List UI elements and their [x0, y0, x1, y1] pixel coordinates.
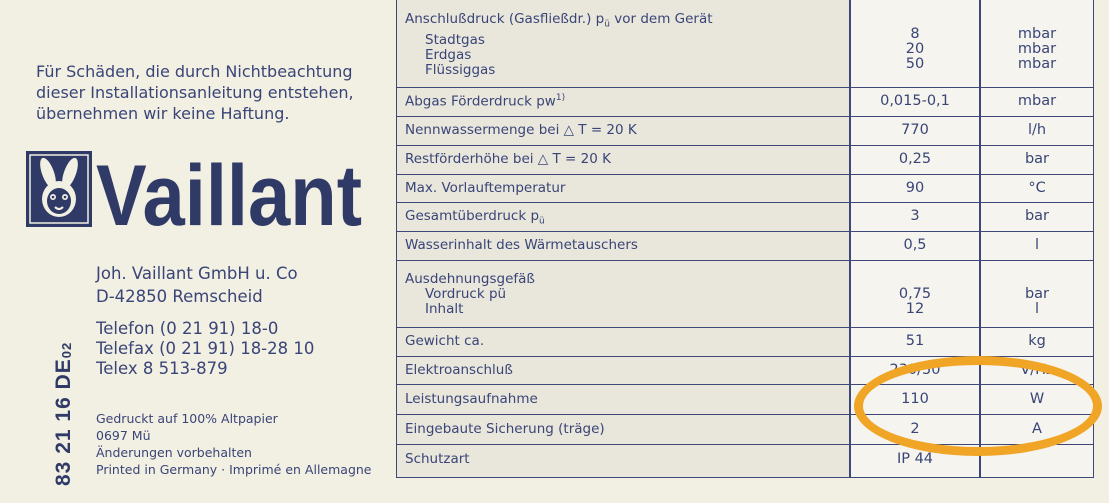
table-row — [397, 384, 1093, 415]
row-value: 51 — [905, 333, 925, 349]
row-label: Nennwassermenge bei △ T = 20 K — [405, 122, 637, 138]
row-label: Ausdehnungsgefäß Vordruck pü Inhalt — [405, 271, 535, 317]
company-address: D-42850 Remscheid — [96, 287, 263, 306]
row-label: Leistungsaufnahme — [405, 391, 538, 407]
row-unit: A — [1032, 421, 1042, 437]
print-info-line: 0697 Mü — [96, 428, 151, 443]
phone-number: Telefon (0 21 91) 18-0 — [96, 319, 279, 338]
liability-disclaimer — [36, 61, 376, 124]
row-value: 770 — [901, 122, 929, 138]
row-unit: l/h — [1027, 122, 1047, 138]
row-units: bar l — [1024, 286, 1050, 317]
row-value: 2 — [910, 421, 920, 437]
table-row — [397, 202, 1093, 232]
row-label: Gewicht ca. — [405, 333, 485, 349]
fax-number: Telefax (0 21 91) 18-28 10 — [96, 339, 315, 358]
row-value: IP 44 — [896, 451, 934, 467]
row-unit: bar — [1024, 151, 1050, 167]
row-unit: mbar — [1017, 93, 1057, 109]
row-value: 0,5 — [903, 237, 927, 253]
row-value: 3 — [910, 208, 920, 224]
table-row — [397, 260, 1093, 328]
document-number-suffix: 02 — [59, 341, 74, 359]
table-row — [397, 414, 1093, 445]
row-value: 230/50 — [889, 362, 941, 378]
row-value: 110 — [901, 391, 929, 407]
row-label: Restförderhöhe bei △ T = 20 K — [405, 151, 611, 167]
table-row — [397, 231, 1093, 261]
row-label: Max. Vorlauftemperatur — [405, 180, 566, 196]
row-label: Gesamtüberdruck $p_ü$ — [405, 208, 545, 227]
print-info-line: Änderungen vorbehalten — [96, 445, 252, 460]
print-info — [96, 410, 372, 478]
row-label: Eingebaute Sicherung (träge) — [405, 421, 605, 437]
table-row — [397, 444, 1093, 478]
row-label: Abgas Förderdruck $pw^{1)}$ — [405, 93, 566, 110]
disclaimer-line: Für Schäden, die durch Nichtbeachtung — [36, 62, 353, 81]
row-units: mbar mbar mbar — [1017, 26, 1057, 72]
logo-wordmark: Vaillant — [96, 148, 362, 244]
technical-data-table — [396, 0, 1094, 478]
row-values: 0,75 12 — [898, 286, 932, 317]
company-block — [96, 262, 298, 308]
document-number — [52, 326, 78, 486]
row-label: Anschlußdruck (Gasfließdr.) $p_ü$ vor dem Gerät Stadtgas Erdgas Flüssiggas — [405, 11, 713, 78]
row-values: 8 20 50 — [905, 26, 925, 72]
row-label: Wasserinhalt des Wärmetauschers — [405, 237, 638, 253]
row-unit: W — [1029, 391, 1045, 407]
row-value: 0,25 — [898, 151, 932, 167]
vaillant-logo — [24, 148, 366, 244]
disclaimer-line: dieser Installationsanleitung entstehen, — [36, 83, 354, 102]
contact-block — [96, 319, 314, 379]
print-info-line: Gedruckt auf 100% Altpapier — [96, 411, 278, 426]
row-unit: °C — [1028, 180, 1046, 196]
print-info-line: Printed in Germany · Imprimé en Allemagne — [96, 462, 372, 477]
disclaimer-line: übernehmen wir keine Haftung. — [36, 104, 290, 123]
hare-emblem-icon — [26, 151, 92, 227]
left-panel — [0, 0, 390, 503]
row-unit: kg — [1028, 333, 1046, 349]
row-value: 90 — [905, 180, 925, 196]
row-unit: V/Hz — [1020, 362, 1054, 378]
row-value: 0,015-0,1 — [880, 93, 950, 109]
row-label: Elektroanschluß — [405, 362, 513, 378]
table-row — [397, 145, 1093, 175]
row-unit: l — [1034, 237, 1040, 253]
row-label: Schutzart — [405, 451, 470, 467]
table-row — [397, 174, 1093, 203]
document-number-main: 83 21 16 DE — [52, 358, 75, 486]
telex-number: Telex 8 513-879 — [96, 359, 228, 378]
table-row — [397, 87, 1093, 117]
table-row — [397, 116, 1093, 146]
company-name: Joh. Vaillant GmbH u. Co — [96, 264, 298, 283]
row-unit: bar — [1024, 208, 1050, 224]
table-row — [397, 327, 1093, 357]
table-row — [397, 0, 1093, 88]
table-row — [397, 356, 1093, 385]
